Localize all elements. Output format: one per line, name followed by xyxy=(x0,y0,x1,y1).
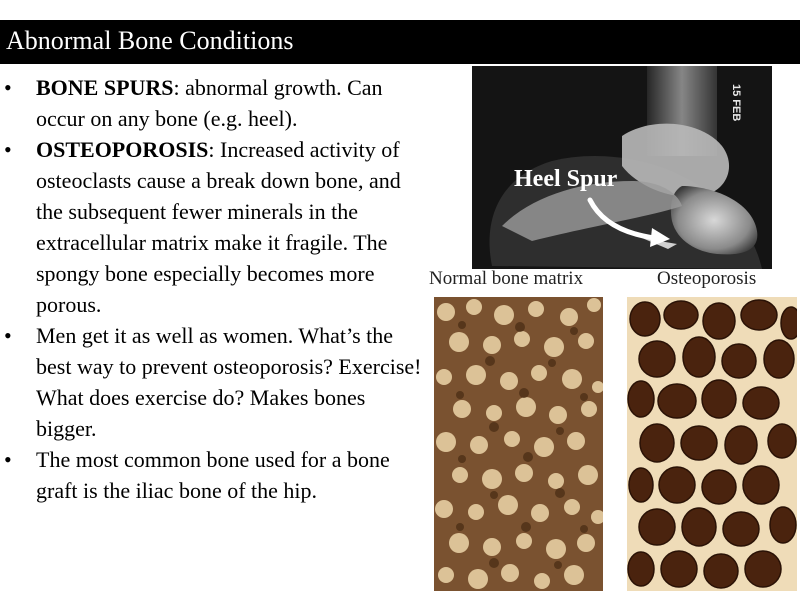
osteoporosis-bone-matrix-image xyxy=(627,297,797,591)
bullet-item xyxy=(0,72,430,134)
title-bar xyxy=(0,20,800,64)
bullet-item xyxy=(0,134,430,320)
bullet-text: The most common bone used for a bone graft is the iliac bone of the hip. xyxy=(36,447,390,503)
bullet-item xyxy=(0,444,430,506)
film-date-marking: 15 FEB xyxy=(730,84,742,122)
bullet-text: : Increased activity of osteoclasts cause a break down bone, and the subsequent fewer minerals in the extracellular matrix make it fragile. The spongy bone especially becomes more porous. xyxy=(36,137,401,317)
bullet-term: OSTEOPOROSIS xyxy=(36,137,209,162)
normal-matrix-graphic xyxy=(434,297,603,591)
heel-spur-arrow-icon xyxy=(472,66,772,269)
bullet-term: BONE SPURS xyxy=(36,75,174,100)
bullet-text: : abnormal growth. Can occur on any bone (e.g. heel). xyxy=(36,75,383,131)
heel-spur-xray-image xyxy=(472,66,772,269)
normal-bone-matrix-image xyxy=(434,297,603,591)
slide-title: Abnormal Bone Conditions xyxy=(6,26,294,55)
bullet-dot-icon: • xyxy=(4,447,12,472)
heel-spur-label: Heel Spur xyxy=(514,166,618,192)
bullet-dot-icon: • xyxy=(4,323,12,348)
bullet-item xyxy=(0,320,430,444)
bullet-dot-icon: • xyxy=(4,75,12,100)
normal-matrix-caption: Normal bone matrix xyxy=(429,268,584,289)
bullet-text: Men get it as well as women. What’s the best way to prevent osteoporosis? Exercise! What does exercise do? Makes bones bigger. xyxy=(36,323,422,441)
bullet-list xyxy=(0,72,430,506)
osteoporosis-caption: Osteoporosis xyxy=(657,268,757,289)
osteoporosis-matrix-graphic xyxy=(627,297,797,591)
bullet-dot-icon: • xyxy=(4,137,12,162)
